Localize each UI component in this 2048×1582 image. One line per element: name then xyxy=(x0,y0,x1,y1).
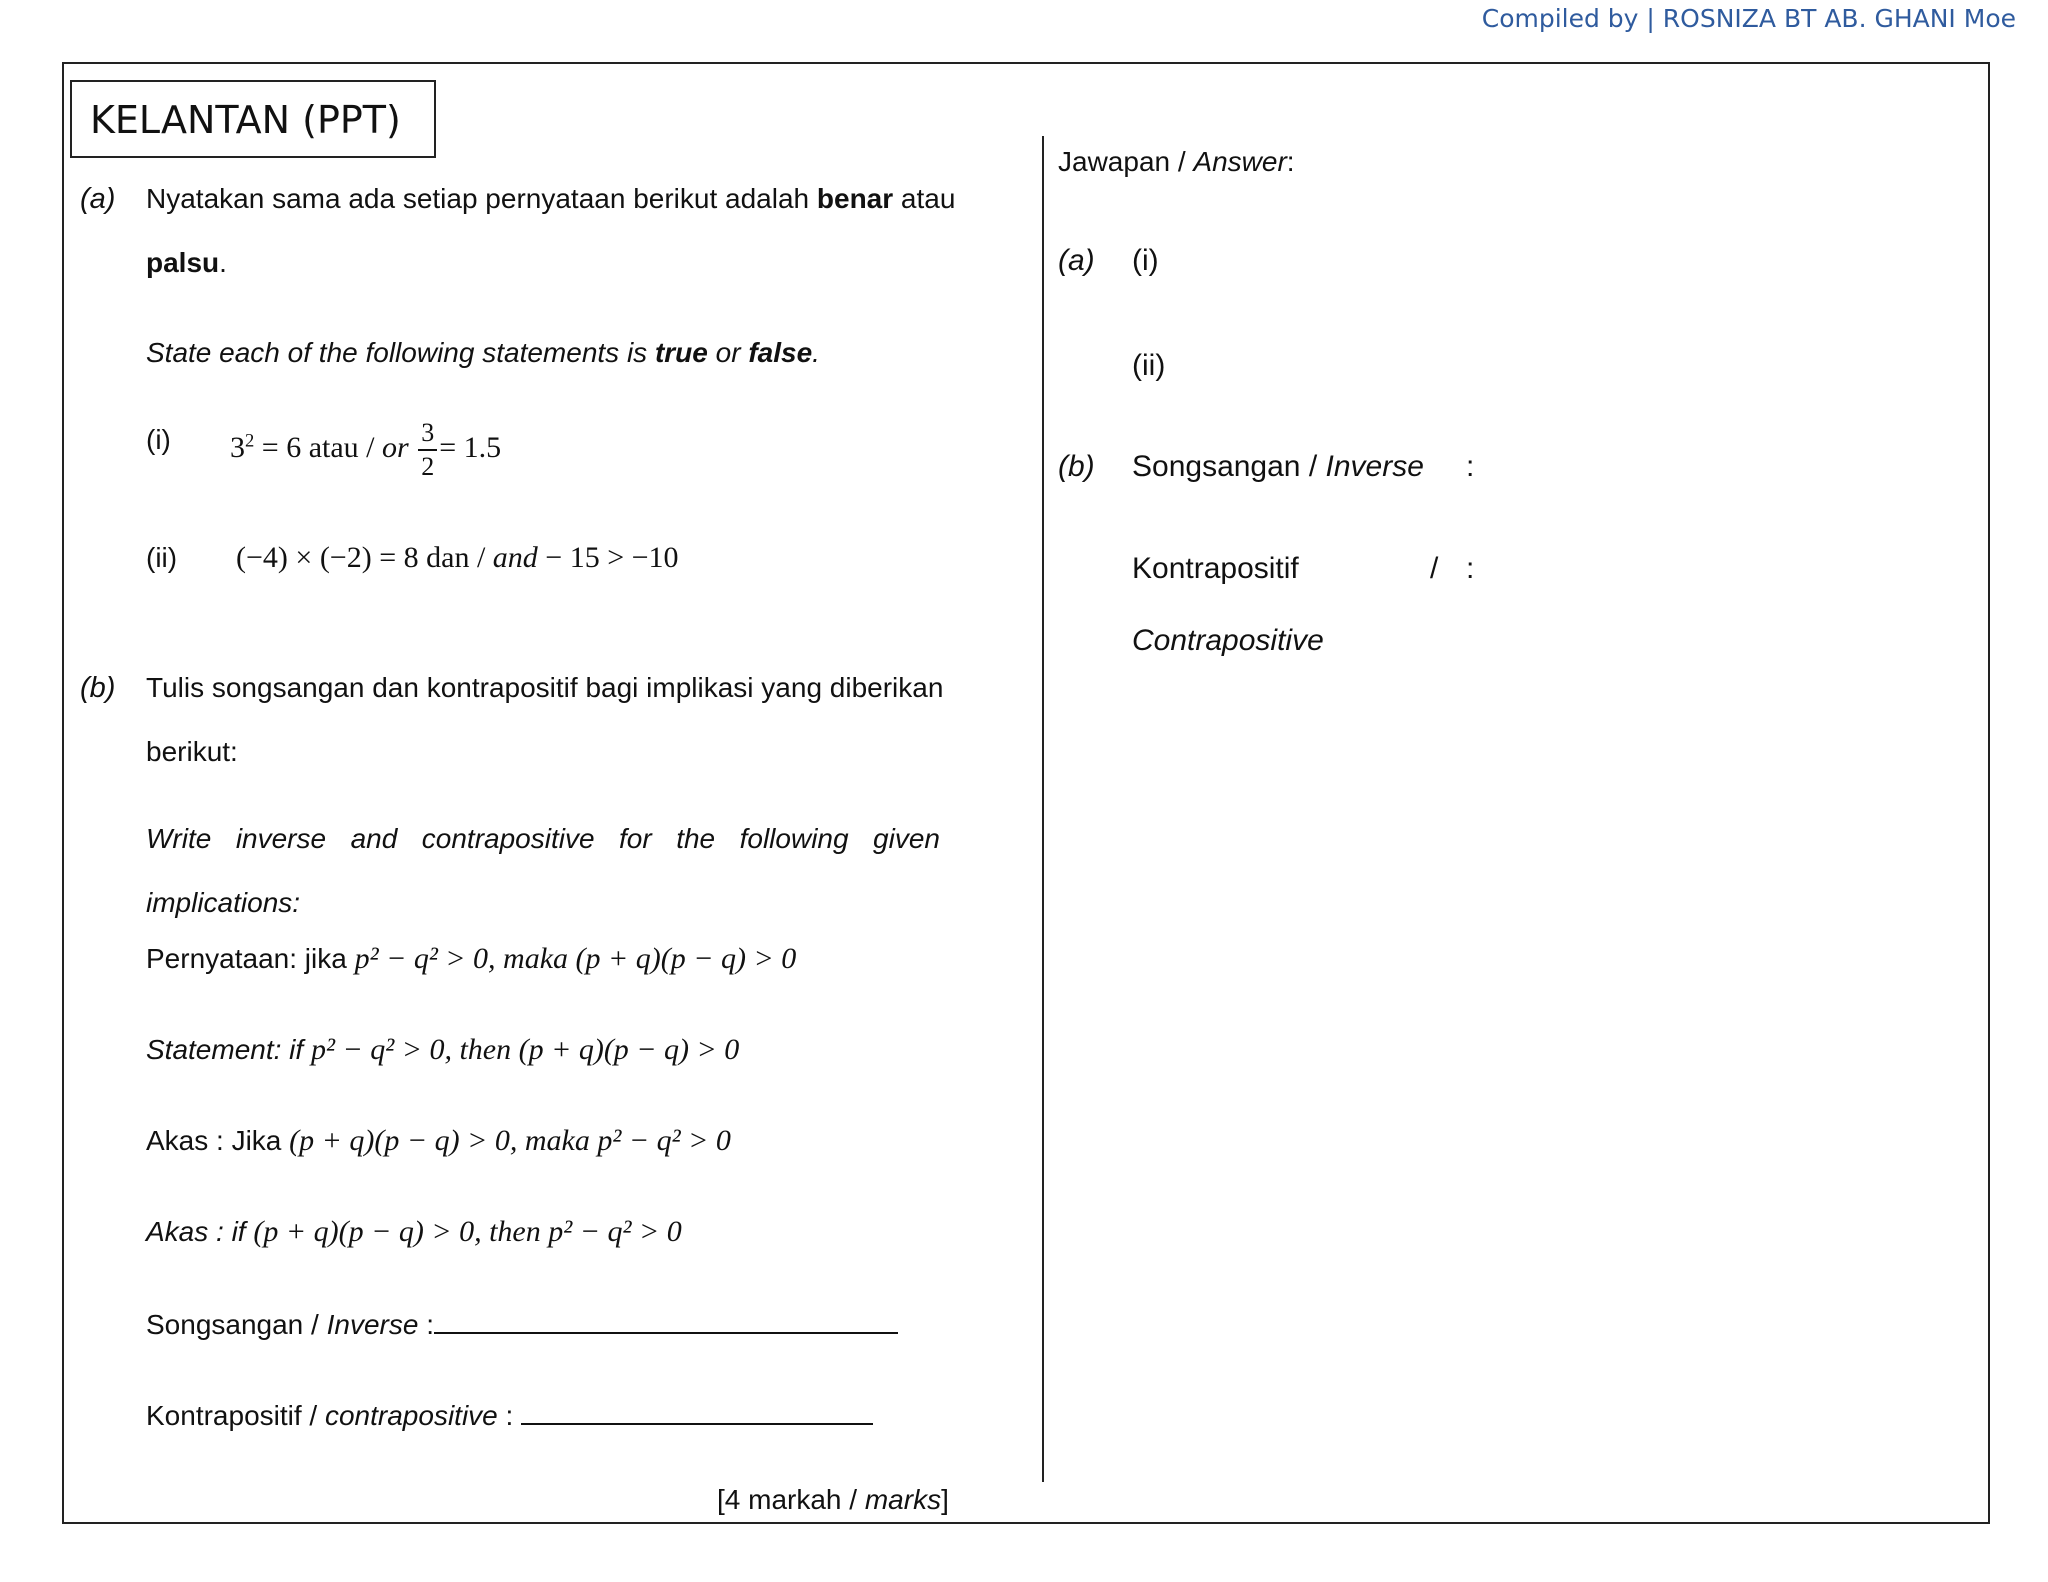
word: inverse xyxy=(235,823,327,854)
item-i-label: (i) xyxy=(146,424,171,455)
inverse-prompt xyxy=(146,1306,898,1341)
question-a-malay-text: Nyatakan sama ada setiap pernyataan berikut adalah xyxy=(146,183,817,214)
item-i-exponent: 2 xyxy=(245,430,255,452)
word: the xyxy=(676,823,716,854)
answer-b-label: (b) xyxy=(1058,450,1095,483)
word: for xyxy=(619,823,652,854)
word: contrapositive xyxy=(421,823,595,854)
column-divider xyxy=(1042,136,1044,1482)
contrapositive-prompt xyxy=(146,1397,873,1432)
question-a-malay-bold-false: palsu xyxy=(146,247,220,278)
question-b-english-line1 xyxy=(146,823,940,855)
fraction xyxy=(418,420,437,480)
inverse-answer-line[interactable] xyxy=(434,1306,898,1334)
question-b-malay-line2: berikut: xyxy=(146,736,238,767)
answer-inverse-malay: Songsangan / xyxy=(1132,450,1326,483)
item-i-statement xyxy=(230,420,501,480)
question-a-malay-bold-true: benar xyxy=(816,183,894,214)
inverse-prompt-english: Inverse xyxy=(326,1309,419,1340)
item-ii-and: and xyxy=(492,541,538,574)
answer-heading-malay: Jawapan / xyxy=(1058,146,1194,177)
question-b-label-text: (b) xyxy=(80,672,116,704)
question-a-malay-line1 xyxy=(146,183,955,215)
item-i-base: 3 xyxy=(230,430,245,464)
item-i-equals: = 6 atau / xyxy=(254,430,383,464)
converse-malay xyxy=(146,1124,731,1158)
answer-inverse-label xyxy=(1132,450,1424,484)
question-a-english xyxy=(146,337,820,369)
converse-english-label: Akas : if xyxy=(146,1216,254,1247)
word: given xyxy=(873,823,940,854)
question-a-label xyxy=(80,183,115,216)
contrapositive-prompt-colon: : xyxy=(497,1400,522,1431)
question-a-malay-line2 xyxy=(146,247,227,279)
word: Write xyxy=(146,823,212,854)
fraction-denominator: 2 xyxy=(421,452,435,481)
question-a-english-bold-false: false xyxy=(748,337,813,368)
converse-english-math: (p + q)(p − q) > 0, then p² − q² > 0 xyxy=(253,1215,682,1248)
converse-english xyxy=(146,1215,682,1249)
answer-contrapositive-malay: Kontrapositif xyxy=(1132,552,1299,585)
statement-malay xyxy=(146,942,796,976)
marks-note-english: marks xyxy=(864,1484,942,1515)
marks-note xyxy=(717,1484,949,1516)
contrapositive-prompt-malay: Kontrapositif / xyxy=(146,1400,325,1431)
answer-heading-english: Answer xyxy=(1193,146,1287,177)
statement-malay-label: Pernyataan: jika xyxy=(146,943,355,974)
header-credit: Compiled by | ROSNIZA BT AB. GHANI Moe xyxy=(1481,4,2016,33)
statement-english-math: p² − q² > 0, then (p + q)(p − q) > 0 xyxy=(310,1033,740,1066)
item-i-rhs: = 1.5 xyxy=(439,430,502,464)
item-ii-math-start: (−4) × (−2) = 8 dan / xyxy=(236,541,493,574)
statement-english xyxy=(146,1033,739,1067)
question-b-malay-line1: Tulis songsangan dan kontrapositif bagi implikasi yang diberikan xyxy=(146,672,944,703)
page-frame xyxy=(62,62,1990,1524)
fraction-numerator: 3 xyxy=(418,420,437,451)
contrapositive-prompt-english: contrapositive xyxy=(324,1400,498,1431)
item-ii-math-end: − 15 > −10 xyxy=(537,541,679,574)
word: following xyxy=(739,823,849,854)
question-b-label xyxy=(80,672,115,705)
converse-malay-math: (p + q)(p − q) > 0, maka p² − q² > 0 xyxy=(289,1124,731,1157)
section-title: KELANTAN (PPT) xyxy=(70,80,436,158)
inverse-prompt-colon: : xyxy=(418,1309,434,1340)
question-a-english-period: . xyxy=(812,337,820,368)
question-a-label-text: (a) xyxy=(80,183,116,215)
question-a-malay-text-end: atau xyxy=(893,183,956,214)
question-a-english-or: or xyxy=(707,337,749,368)
question-a-malay-period: . xyxy=(219,247,227,278)
question-a-english-text: State each of the following statements is xyxy=(146,337,655,368)
converse-malay-label: Akas : Jika xyxy=(146,1125,290,1156)
answer-contrapositive-english: Contrapositive xyxy=(1132,624,1324,657)
item-ii-label: (ii) xyxy=(146,542,178,573)
marks-note-close: ] xyxy=(941,1484,949,1515)
answer-contrapositive-colon: : xyxy=(1466,552,1475,585)
statement-english-label: Statement: if xyxy=(146,1034,311,1065)
statement-malay-math: p² − q² > 0, maka (p + q)(p − q) > 0 xyxy=(354,942,797,975)
answer-inverse-colon: : xyxy=(1466,450,1475,483)
answer-a-label: (a) xyxy=(1058,244,1095,277)
answer-inverse-english: Inverse xyxy=(1325,450,1424,483)
item-ii-statement xyxy=(236,541,679,575)
marks-note-malay: [4 markah / xyxy=(717,1484,865,1515)
question-b-english-line2: implications: xyxy=(146,887,301,918)
inverse-prompt-malay: Songsangan / xyxy=(146,1309,327,1340)
question-a-english-bold-true: true xyxy=(654,337,708,368)
item-i-or: or xyxy=(382,430,409,464)
answer-a-i-label: (i) xyxy=(1132,244,1159,277)
answer-heading-colon: : xyxy=(1286,146,1295,177)
answer-heading xyxy=(1058,146,1295,178)
contrapositive-answer-line[interactable] xyxy=(521,1397,873,1425)
answer-a-ii-label: (ii) xyxy=(1132,349,1166,382)
word: and xyxy=(350,823,398,854)
answer-contrapositive-slash: / xyxy=(1430,552,1439,585)
